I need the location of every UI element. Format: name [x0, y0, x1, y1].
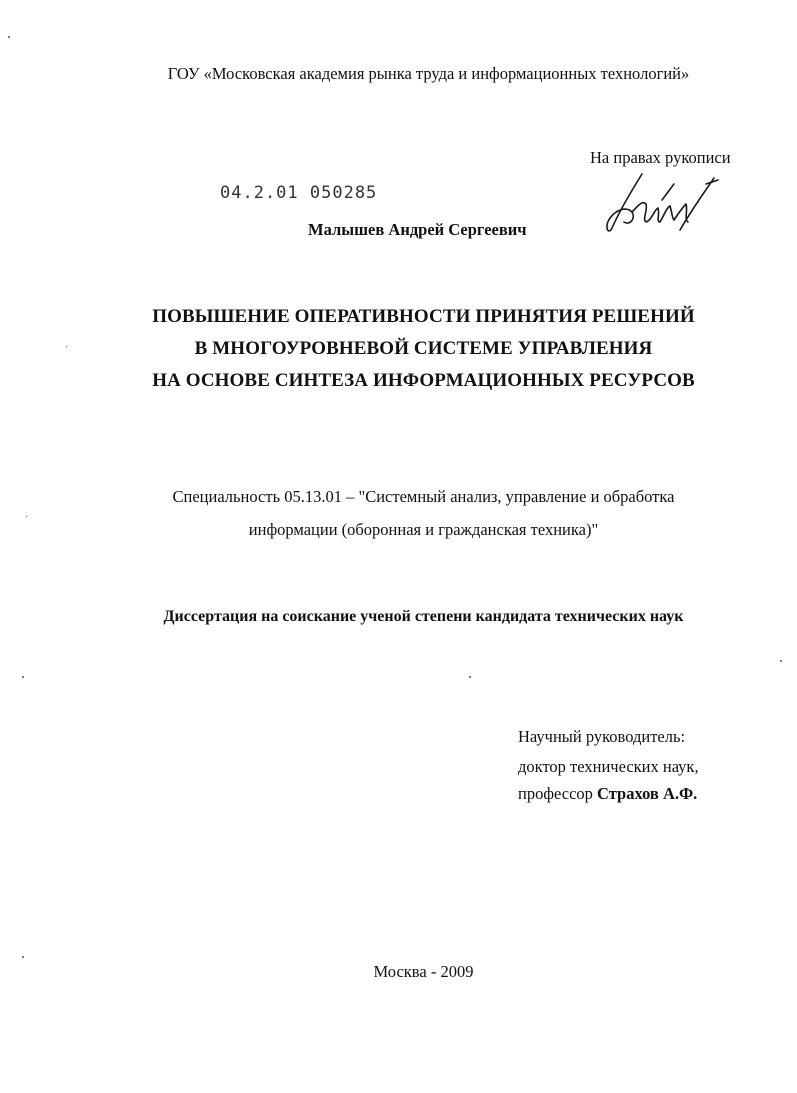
scan-speck: [780, 660, 782, 662]
specialty-line-1: Специальность 05.13.01 – "Системный анализ, управление и обработка: [172, 487, 675, 506]
title-line-1: ПОВЫШЕНИЕ ОПЕРАТИВНОСТИ ПРИНЯТИЯ РЕШЕНИЙ: [152, 306, 695, 327]
scan-speck: [8, 36, 10, 38]
specialty-line-2: информации (оборонная и гражданская техника)": [248, 520, 599, 539]
scan-speck: [22, 956, 24, 958]
signature-image: [602, 170, 732, 240]
scan-speck: [66, 346, 67, 347]
title-line-3: НА ОСНОВЕ СИНТЕЗА ИНФОРМАЦИОННЫХ РЕСУРСОВ: [152, 370, 695, 391]
scan-speck: [469, 676, 471, 678]
organization-name: ГОУ «Московская академия рынка труда и информационных технологий»: [167, 64, 690, 83]
city-year: Москва - 2009: [373, 962, 474, 981]
supervisor-label: Научный руководитель:: [518, 727, 686, 746]
supervisor-name: Страхов А.Ф.: [597, 784, 698, 803]
supervisor-rank-name: [518, 784, 697, 804]
dissertation-statement: Диссертация на соискание ученой степени кандидата технических наук: [163, 608, 684, 625]
supervisor-degree: доктор технических наук,: [518, 757, 699, 776]
rights-note: На правах рукописи: [590, 148, 731, 167]
scan-speck: [22, 676, 24, 678]
scan-speck: [26, 516, 27, 517]
author-name: Малышев Андрей Сергеевич: [308, 220, 527, 239]
registration-stamp: 04.2.01 050285: [220, 183, 378, 203]
title-line-2: В МНОГОУРОВНЕВОЙ СИСТЕМЕ УПРАВЛЕНИЯ: [194, 338, 653, 359]
supervisor-rank: профессор: [518, 784, 593, 803]
